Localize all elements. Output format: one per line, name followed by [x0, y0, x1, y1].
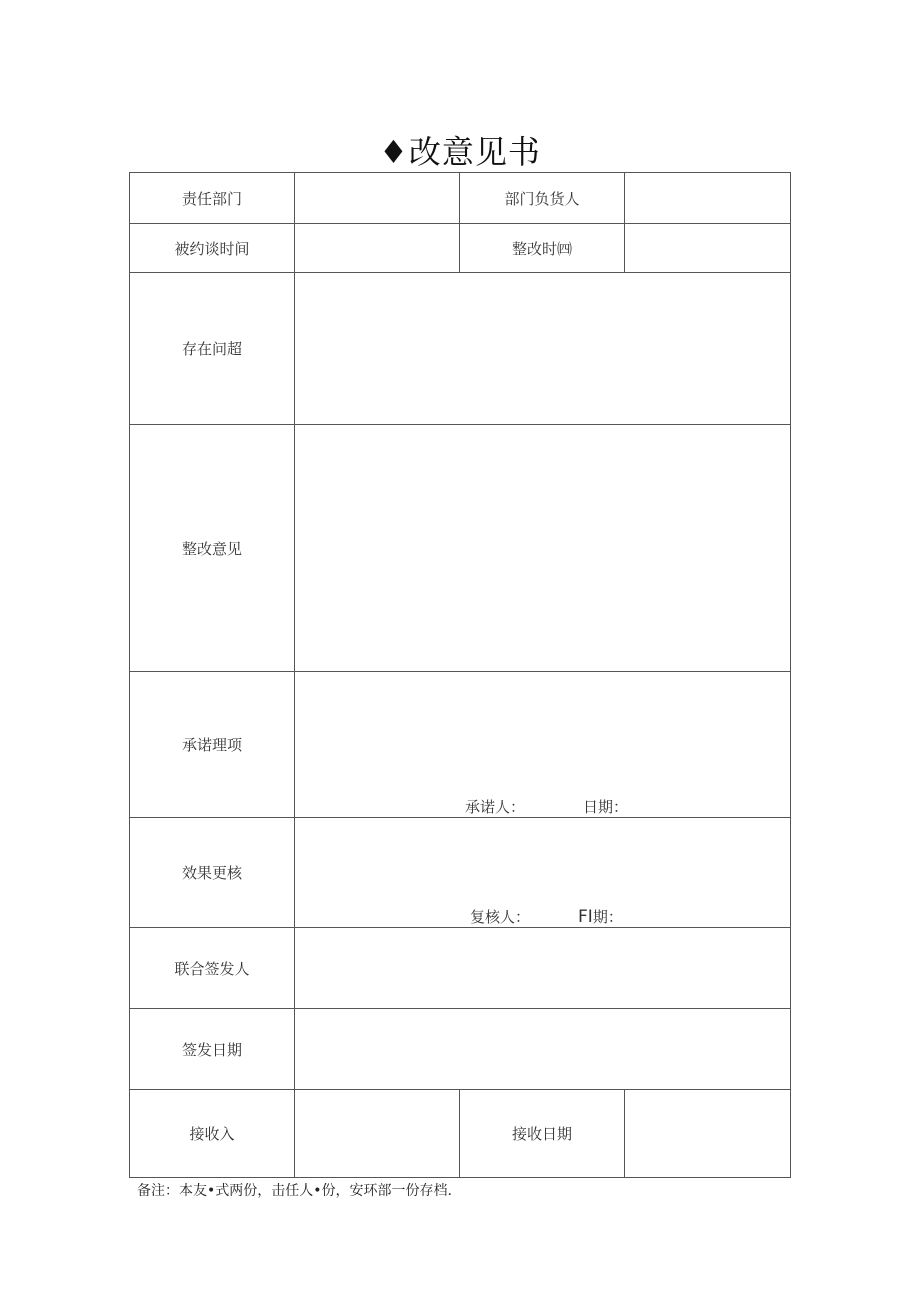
problem-field[interactable]: [295, 273, 791, 425]
sign-date-label: 签发日期: [130, 1009, 295, 1090]
receiver-label: 接收入: [130, 1090, 295, 1178]
receive-date-field[interactable]: [625, 1090, 791, 1178]
promise-date-label: 日期：: [583, 798, 629, 816]
page-title: ♦改意见书: [379, 133, 541, 171]
sign-date-field[interactable]: [295, 1009, 791, 1090]
opinion-label: 整改意见: [130, 425, 295, 672]
dept-label: 责任部门: [130, 173, 295, 224]
receive-date-label: 接收日期: [460, 1090, 625, 1178]
interview-time-field[interactable]: [295, 224, 460, 273]
cosign-field[interactable]: [295, 928, 791, 1009]
review-date-fi: FI: [578, 907, 593, 927]
opinion-field[interactable]: [295, 425, 791, 672]
head-label: 部门负货人: [460, 173, 625, 224]
review-date-label: 期：: [592, 908, 623, 926]
footnote: 备注：本友•式两份，击任人•份，安环部一份存档.: [137, 1183, 452, 1199]
review-label: 效果更核: [130, 818, 295, 928]
cosign-label: 联合签发人: [130, 928, 295, 1009]
dept-field[interactable]: [295, 173, 460, 224]
problem-label: 存在问超: [130, 273, 295, 425]
receiver-field[interactable]: [295, 1090, 460, 1178]
review-person-label: 复核人：: [470, 908, 531, 926]
promise-person-label: 承诺人：: [465, 798, 526, 816]
head-field[interactable]: [625, 173, 791, 224]
deadline-label: 整改时㈣: [460, 224, 625, 273]
interview-time-label: 被约谈时间: [130, 224, 295, 273]
promise-signature-line: [465, 796, 628, 817]
deadline-field[interactable]: [625, 224, 791, 273]
promise-label: 承诺理项: [130, 672, 295, 818]
review-field[interactable]: [295, 818, 791, 928]
review-signature-line: [470, 906, 623, 927]
promise-field[interactable]: [295, 672, 791, 818]
rectification-form: [129, 172, 791, 1178]
